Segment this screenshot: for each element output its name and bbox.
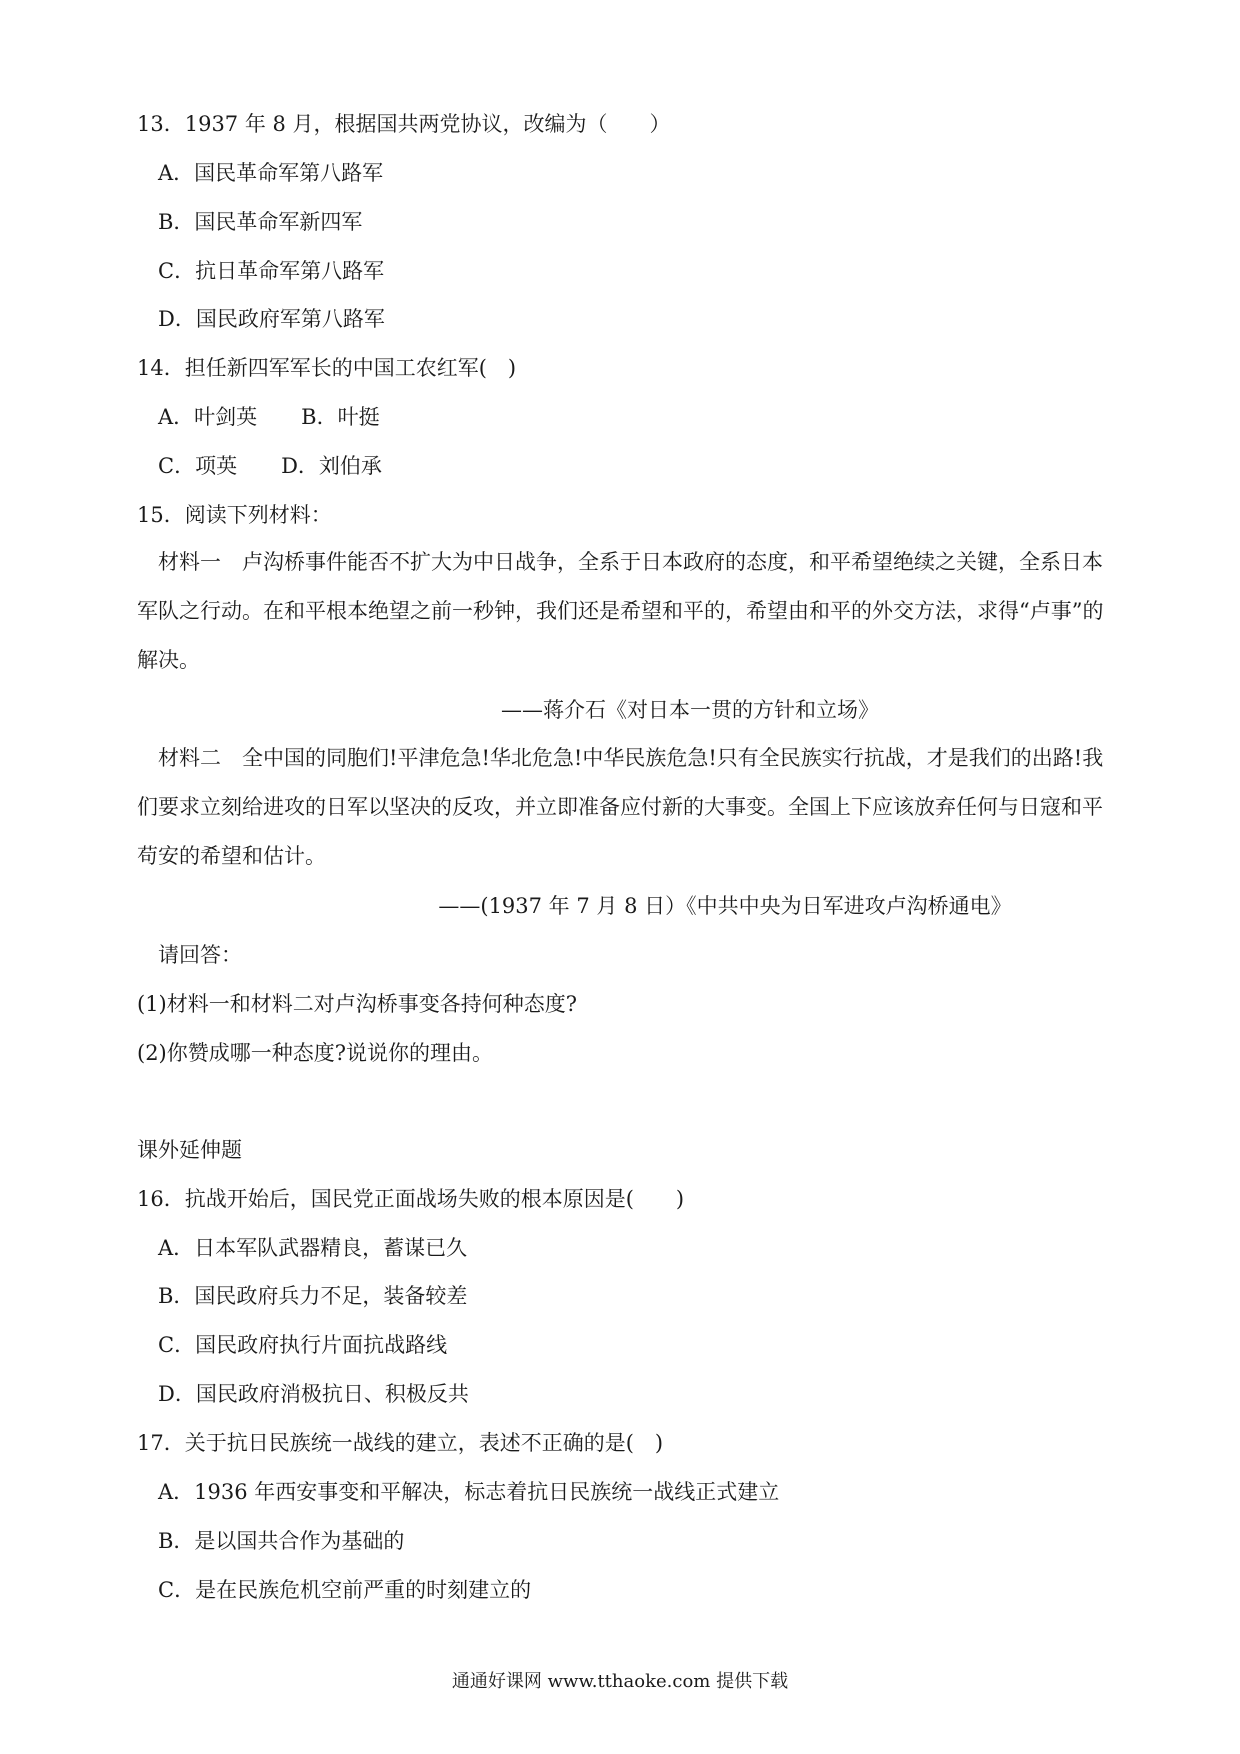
q17-stem: 17．关于抗日民族统一战线的建立，表述不正确的是( ) (137, 1431, 664, 1455)
q16-stem: 16．抗战开始后，国民党正面战场失败的根本原因是( ) (137, 1187, 685, 1211)
q16-option-a: A．日本军队武器精良，蓄谋已久 (158, 1236, 468, 1260)
q14-options-row2 (158, 452, 382, 480)
q14-option-b: B．叶挺 (301, 405, 380, 429)
q15-prompt: 请回答： (158, 943, 242, 967)
page-footer: 通通好课网 www.tthaoke.com 提供下载 (451, 1671, 789, 1692)
q14-option-a: A．叶剑英 (158, 405, 258, 429)
q16-option-b: B．国民政府兵力不足，装备较差 (158, 1284, 468, 1308)
q14-stem: 14．担任新四军军长的中国工农红军( ) (137, 356, 517, 380)
q15-stem: 15．阅读下列材料： (137, 503, 332, 527)
q15-material-2: 材料二 全中国的同胞们!平津危急!华北危急!中华民族危急!只有全民族实行抗战，才是我们的出路!我们要求立刻给进攻的日军以坚决的反攻，并立即准备应付新的大事变。全国上下应该放弃任何与日寇和平苟安的希望和估计。 (137, 746, 1104, 868)
q15-source-2: ——(1937 年 7 月 8 日）《中共中央为日军进攻卢沟桥通电》 (438, 894, 1012, 918)
section-heading: 课外延伸题 (137, 1138, 242, 1162)
q13-option-a: A．国民革命军第八路军 (158, 161, 384, 185)
q14-option-c: C．项英 (158, 454, 238, 478)
q15-material-1: 材料一 卢沟桥事件能否不扩大为中日战争，全系于日本政府的态度，和平希望绝续之关键，全系日本军队之行动。在和平根本绝望之前一秒钟，我们还是希望和平的，希望由和平的外交方法，求得“卢事”的解决。 (137, 550, 1104, 672)
q17-option-b: B．是以国共合作为基础的 (158, 1529, 405, 1553)
q13-stem: 13．1937 年 8 月，根据国共两党协议，改编为（ ） (137, 112, 671, 136)
q16-option-c: C．国民政府执行片面抗战路线 (158, 1333, 448, 1357)
q17-option-a: A．1936 年西安事变和平解决，标志着抗日民族统一战线正式建立 (158, 1480, 780, 1504)
q17-option-c: C．是在民族危机空前严重的时刻建立的 (158, 1578, 532, 1602)
q16-option-d: D．国民政府消极抗日、积极反共 (158, 1382, 469, 1406)
q13-option-c: C．抗日革命军第八路军 (158, 259, 385, 283)
q14-option-d: D．刘伯承 (281, 454, 382, 478)
q13-option-b: B．国民革命军新四军 (158, 210, 363, 234)
q15-sub-question-2: (2)你赞成哪一种态度?说说你的理由。 (137, 1041, 494, 1065)
q15-source-1: ——蒋介石《对日本一贯的方针和立场》 (501, 698, 879, 722)
q13-option-d: D．国民政府军第八路军 (158, 307, 385, 331)
q14-options-row1 (158, 403, 380, 431)
q15-sub-question-1: (1)材料一和材料二对卢沟桥事变各持何种态度? (137, 992, 578, 1016)
